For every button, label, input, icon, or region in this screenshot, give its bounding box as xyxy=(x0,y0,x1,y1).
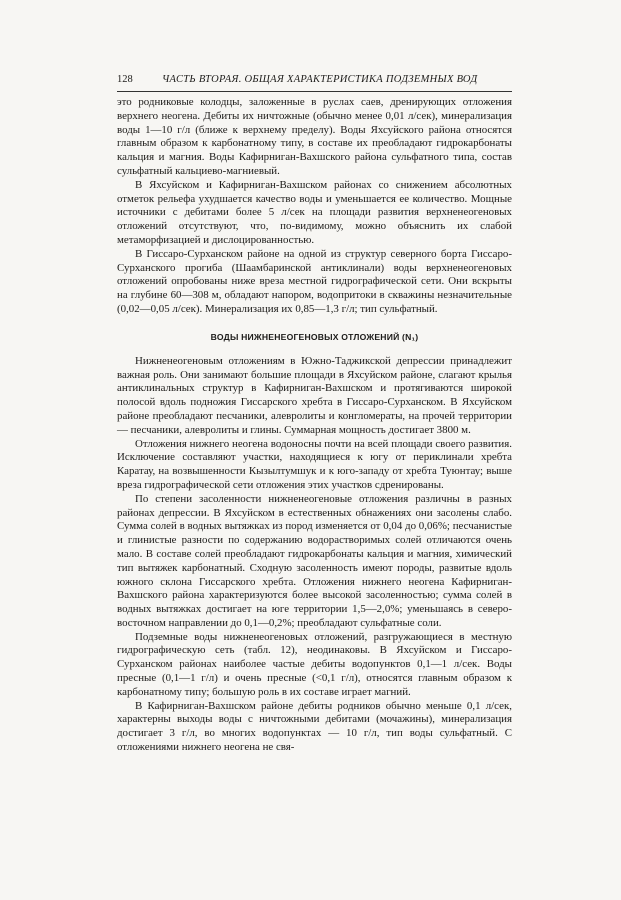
header-rule xyxy=(117,91,512,92)
page-body xyxy=(117,96,512,755)
paragraph: Отложения нижнего неогена водоносны почти на всей площади своего развития. Исключение составляют участки, находящиеся к югу от периклинали хребта Каратау, на возвышенности Кызылтумшук и к юго-западу от хребта Туюнтау; выше вреза гидрографической сети отложения этих участков сдренированы. xyxy=(117,437,512,491)
page-number: 128 xyxy=(117,74,133,85)
page-header xyxy=(117,72,512,88)
paragraph: По степени засоленности нижненеогеновые отложения различны в разных районах депрессии. В Яхсуйском в естественных обнажениях они засолены слабо. Сумма солей в водных вытяжках из пород изменяется от 0,04 до 0,06%; песчанистые и глинистые разности по содержанию водорастворимых солей отличаются очень мало. В составе солей преобладают гидрокарбонаты кальция и магния, химический тип вытяжек карбонатный. Сходную засоленность имеют породы, развитые вдоль южного склона Гиссарского хребта. Отложения нижнего неогена Кафирниган-Вахшского района характеризуются более высокой засоленностью; сумма солей в водных вытяжках достигает на юге территории 1,5—2,0%; уменьшаясь в северо-восточном направлении до 0,1—0,2%; преобладают сульфатные соли. xyxy=(117,492,512,629)
section-heading: ВОДЫ НИЖНЕНЕОГЕНОВЫХ ОТЛОЖЕНИЙ (N₁) xyxy=(210,331,419,342)
paragraph: В Гиссаро-Сурханском районе на одной из структур северного борта Гиссаро-Сурханского прогиба (Шаамбаринской антиклинали) воды верхненеогеновых отложений опробованы ниже вреза местной гидрографической сети. Они вскрыты на глубине 60—308 м, обладают напором, водопритоки в скважины незначительные (0,02—0,05 л/сек). Минерализация их 0,85—1,3 г/л; тип сульфатный. xyxy=(117,247,512,315)
paragraph: В Кафирниган-Вахшском районе дебиты родников обычно меньше 0,1 л/сек, характерны выходы воды с ничтожными дебитами (мочажины), минерализация достигает 3 г/л, во многих водопунктах — 10 г/л, тип воды сульфатный. С отложениями нижнего неогена не свя- xyxy=(117,699,512,754)
paragraph: Нижненеогеновым отложениям в Южно-Таджикской депрессии принадлежит важная роль. Они занимают большие площади в Яхсуйском районе, слагают крылья антиклинальных структур в Кафирниган-Вахшском и протягиваются широкой полосой вдоль подножия Гиссарского хребта в Гиссаро-Сурханском. В Яхсуйском районе преобладают песчаники, алевролиты и конгломераты, на прочей территории — песчаники, алевролиты и глины. Суммарная мощность достигает 3800 м. xyxy=(117,354,512,436)
paragraph: это родниковые колодцы, заложенные в руслах саев, дренирующих отложения верхнего неогена. Дебиты их ничтожные (обычно менее 0,01 л/сек), минерализация воды 1—10 г/л (ближе к верхнему пределу). Воды Яхсуйского района относятся главным образом к карбонатному типу, в составе их преобладают гидрокарбонаты кальция и магния. Воды Кафирниган-Вахшского района сульфатного типа, состав сульфатный кальциево-магниевый. xyxy=(117,96,512,177)
paragraph: Подземные воды нижненеогеновых отложений, разгружающиеся в местную гидрографическую сеть (табл. 12), неодинаковы. В Яхсуйском и Гиссаро-Сурханском районах наиболее частые дебиты водопунктов 0,1—1 л/сек. Воды пресные (0,1—1 г/л) и очень пресные (<0,1 г/л), относятся главным образом к карбонатному типу; большую роль в их составе играет магний. xyxy=(117,630,512,698)
running-title: ЧАСТЬ ВТОРАЯ. ОБЩАЯ ХАРАКТЕРИСТИКА ПОДЗЕМНЫХ ВОД xyxy=(162,74,478,85)
paragraph: В Яхсуйском и Кафирниган-Вахшском районах со снижением абсолютных отметок рельефа ухудшается качество воды и уменьшается ее количество. Мощные источники с дебитами более 5 л/сек на площади развития верхненеогеновых отложений отсутствуют, что, по-видимому, можно объяснить их слабой метаморфизацией и дислоцированностью. xyxy=(117,178,512,246)
